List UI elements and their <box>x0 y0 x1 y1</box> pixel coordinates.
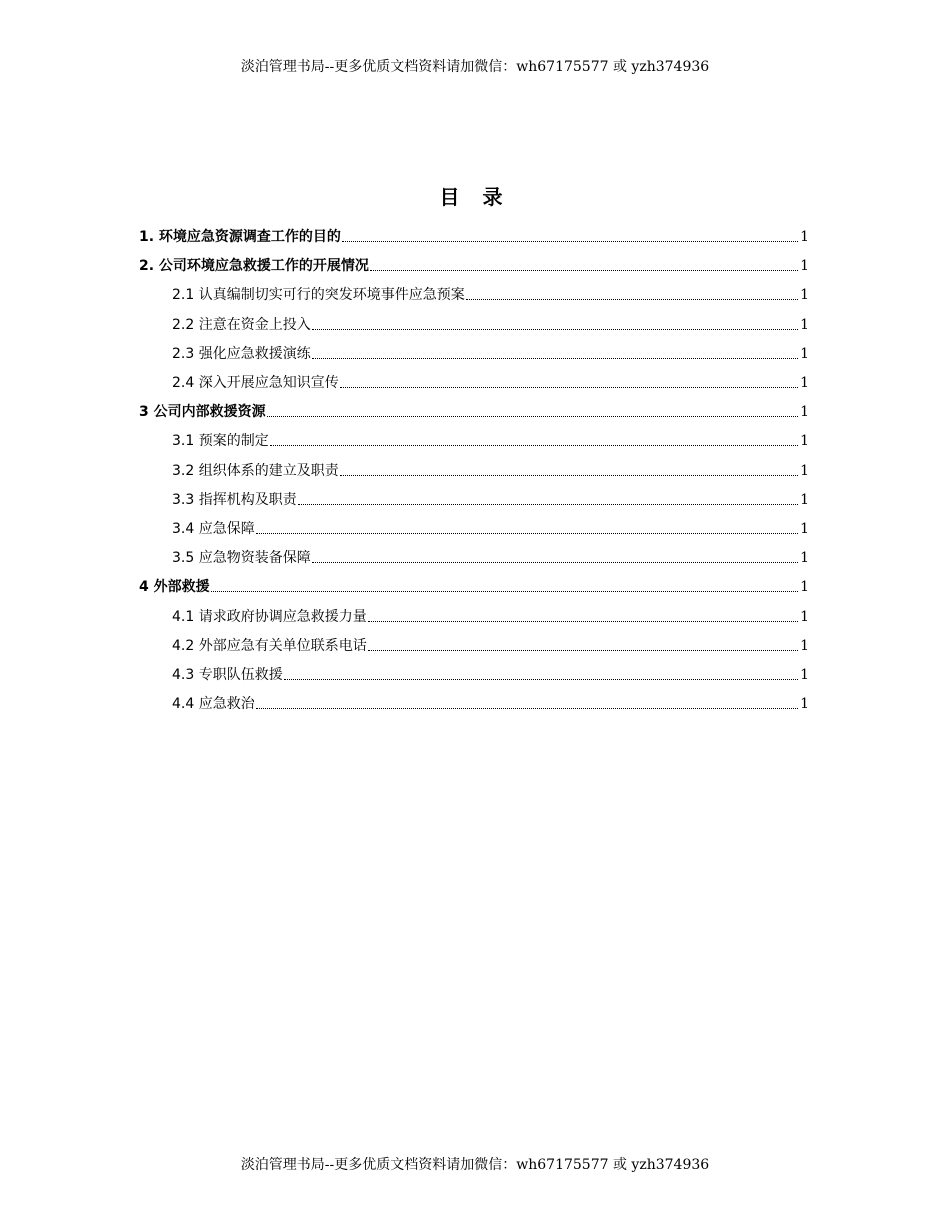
toc-entry-label: 2. 公司环境应急救援工作的开展情况 <box>139 258 369 275</box>
toc-entry-label: 2.4 深入开展应急知识宣传 <box>172 375 339 391</box>
toc-leader-dots <box>312 329 798 330</box>
toc-leader-dots <box>340 475 798 476</box>
toc-entry-page: 1 <box>800 433 809 450</box>
toc-entry-page: 1 <box>800 579 809 596</box>
toc-entry-page: 1 <box>800 550 809 567</box>
toc-entry-page: 1 <box>800 345 809 362</box>
toc-leader-dots <box>312 562 798 563</box>
toc-entry-page: 1 <box>800 258 809 275</box>
toc-entry[interactable] <box>172 685 809 713</box>
toc-entry-label: 2.1 认真编制切实可行的突发环境事件应急预案 <box>172 287 465 304</box>
toc-entry-page: 1 <box>800 229 809 245</box>
toc-entry-page: 1 <box>800 287 809 304</box>
toc-leader-dots <box>368 650 798 651</box>
toc-entry[interactable] <box>172 306 809 334</box>
toc-leader-dots <box>284 679 798 680</box>
toc-entry[interactable] <box>139 247 809 275</box>
toc-leader-dots <box>340 387 798 388</box>
toc-leader-dots <box>267 416 798 417</box>
toc-entry[interactable] <box>172 510 809 538</box>
toc-entry-page: 1 <box>800 608 809 625</box>
toc-entry[interactable] <box>139 218 809 246</box>
toc-entry[interactable] <box>172 481 809 509</box>
toc-entry-label: 3.2 组织体系的建立及职责 <box>172 462 339 479</box>
toc-entry-page: 1 <box>800 491 809 508</box>
toc-entry-label: 2.3 强化应急救援演练 <box>172 345 311 362</box>
toc-entry[interactable] <box>139 568 809 596</box>
toc-entry[interactable] <box>172 422 809 450</box>
toc-entry-page: 1 <box>800 521 809 537</box>
toc-entry-page: 1 <box>800 637 809 654</box>
page-header: 淡泊管理书局--更多优质文档资料请加微信：wh67175577 或 yzh374936 <box>240 59 710 75</box>
toc-entry-page: 1 <box>800 667 809 683</box>
toc-entry[interactable] <box>172 452 809 480</box>
toc-leader-dots <box>256 533 798 534</box>
toc-leader-dots <box>270 445 798 446</box>
toc-entry-label: 4.2 外部应急有关单位联系电话 <box>172 637 367 654</box>
toc-entry-page: 1 <box>800 462 809 479</box>
toc-leader-dots <box>466 299 798 300</box>
toc-entry-label: 4.1 请求政府协调应急救援力量 <box>172 608 367 625</box>
toc-entry-page: 1 <box>800 696 809 713</box>
toc-entry-label: 4 外部救援 <box>139 579 210 596</box>
toc-entry[interactable] <box>172 364 809 392</box>
toc-entry-label: 3 公司内部救援资源 <box>139 404 266 421</box>
toc-leader-dots <box>211 591 798 592</box>
toc-entry-label: 2.2 注意在资金上投入 <box>172 316 311 333</box>
toc-entry[interactable] <box>172 598 809 626</box>
toc-entry[interactable] <box>172 627 809 655</box>
toc-entry-page: 1 <box>800 404 809 421</box>
toc-leader-dots <box>368 621 798 622</box>
toc-leader-dots <box>298 504 798 505</box>
toc-leader-dots <box>342 241 798 242</box>
page-footer: 淡泊管理书局--更多优质文档资料请加微信：wh67175577 或 yzh374936 <box>240 1157 710 1173</box>
toc-entry[interactable] <box>172 335 809 363</box>
toc-leader-dots <box>370 270 798 271</box>
toc-entry[interactable] <box>172 276 809 304</box>
toc-entry-page: 1 <box>800 375 809 391</box>
toc-entry-label: 3.3 指挥机构及职责 <box>172 491 297 508</box>
toc-entry-label: 4.4 应急救治 <box>172 696 255 713</box>
toc-entry[interactable] <box>172 539 809 567</box>
toc-entry-label: 4.3 专职队伍救援 <box>172 667 283 683</box>
toc-entry[interactable] <box>139 393 809 421</box>
toc-entry-page: 1 <box>800 316 809 333</box>
toc-entry-label: 3.5 应急物资装备保障 <box>172 550 311 567</box>
toc-entry-label: 1. 环境应急资源调查工作的目的 <box>139 229 341 245</box>
toc-title: 目 录 <box>439 185 511 209</box>
toc-entry[interactable] <box>172 656 809 684</box>
toc-leader-dots <box>256 708 798 709</box>
toc-entry-label: 3.4 应急保障 <box>172 521 255 537</box>
toc-entry-label: 3.1 预案的制定 <box>172 433 269 450</box>
toc-leader-dots <box>312 358 798 359</box>
